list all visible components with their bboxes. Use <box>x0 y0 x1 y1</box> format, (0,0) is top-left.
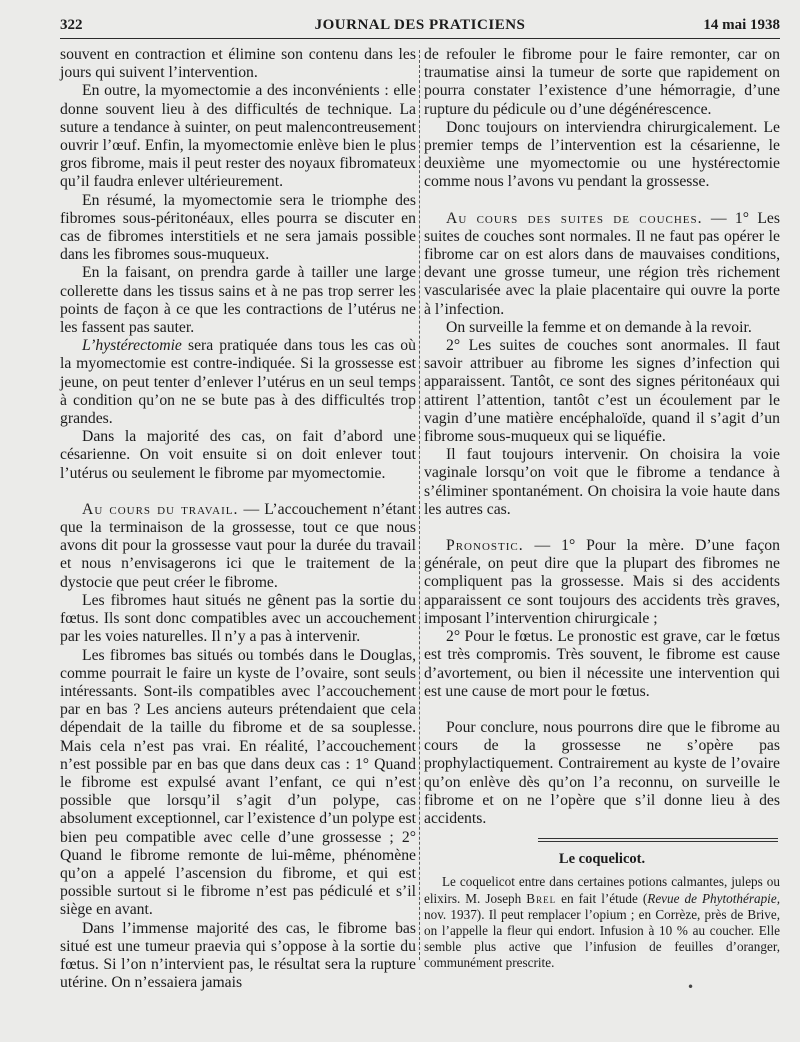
box-separator-rule <box>538 838 778 842</box>
source-title: Revue de Phytothérapie, <box>647 890 780 906</box>
paragraph: Les fibromes haut situés ne gênent pas la sortie du fœtus. Ils sont donc compatibles avec un accouchement par les voies naturelles. Il n’y a pas à intervenir. <box>60 591 416 646</box>
paragraph: L’hystérectomie sera pratiquée dans tous les cas où la myomectomie est contre-indiquée. Si la grossesse est jeune, on peut tenter d’enlever l’utérus en un seul temps à condition qu’on ne se bute pas à des difficultés trop grandes. <box>60 337 416 428</box>
paragraph: Dans la majorité des cas, on fait d’abord une césarienne. On voit ensuite si on doit enlever tout l’utérus ou seulement le fibrome par myomectomie. <box>60 428 416 482</box>
page-number: 322 <box>60 17 83 33</box>
running-header <box>60 14 780 39</box>
paragraph: Pronostic. — 1° Pour la mère. D’une façon générale, on peut dire que la plupart des fibromes ne compliquent pas la grossesse. Mais si des accidents apparaissent ce sont toujours des accidents très graves, imposant l’intervention chirurgicale ; <box>424 537 780 627</box>
paragraph: En résumé, la myomectomie sera le triomphe des fibromes sous-péritonéaux, elles pourra se discuter en cas de fibromes interstitiels et ne sera jamais possible dans les fibromes sous-muqueux. <box>60 191 416 264</box>
paragraph: souvent en contraction et élimine son contenu dans les jours qui suivent l’intervention. <box>60 46 416 82</box>
hysterectomie-term: L’hystérectomie <box>82 337 182 355</box>
section-heading-pronostic: Pronostic. <box>446 537 524 555</box>
box-title: Le coquelicot. <box>558 851 646 868</box>
paragraph: 2° Pour le fœtus. Le pronostic est grave, car le fœtus est très compromis. Très souvent, le fibrome est cause d’avortement, ou bien il nécessite une intervention qui est une cause de mort pour le fœtus. <box>424 628 780 700</box>
section-heading-travail: Au cours du travail. <box>82 500 239 518</box>
journal-title: JOURNAL DES PRATICIENS <box>314 17 526 33</box>
paragraph: Dans l’immense majorité des cas, le fibrome bas situé est une tumeur praevia qui s’oppose à la sortie du fœtus. Si l’on n’intervient pas, le résultat sera la rupture utérine. On n’essaiera jamais <box>60 919 416 992</box>
section-heading-suites: Au cours des suites de couches. <box>446 209 703 227</box>
paragraph: Les fibromes bas situés ou tombés dans le Douglas, comme pourrait le faire un kyste de l’ovaire, sont seuls intéressants. Sont-ils compatibles avec l’accouchement par en bas ? Les anciens auteurs prétendaient que cela dépendait de la taille du fibrome et de sa souplesse. Mais cela n’est pas vrai. En réalité, l’accouchement n’est possible par en bas que dans deux cas : 1° Quand le fibrome est expulsé avant l’enfant, ce qui n’est possible que lorsqu’il s’agit d’un polype, cas absolument exceptionnel, car l’existence d’un polype est bien peu compatible avec celle d’une grossesse ; 2° Quand le fibrome remonte de lui-même, phénomène qu’on a appelé l’ascension du fibrome, et qui est possible surtout si le fibrome n’est pas pédiculé et s’il siège en avant. <box>60 646 416 919</box>
paragraph: 2° Les suites de couches sont anormales. Il faut savoir attribuer au fibrome les signes d’infection qui apparaissent. Tantôt, ce sont des signes péritonéaux qui attirent l’attention, tantôt c’est un écoulement par le vagin d’une matière encéphaloïde, quand il s’agit d’un fibrome sous-muqueux qui se liquéfie. <box>424 337 780 446</box>
right-column <box>424 46 780 972</box>
paragraph: Il faut toujours intervenir. On choisira la voie vaginale lorsqu’on voit que le fibrome a tendance à s’éliminer spontanément. On choisira la voie haute dans les autres cas. <box>424 446 780 518</box>
note-paragraph: Le coquelicot entre dans certaines potions calmantes, juleps ou elixirs. M. Joseph Brel en fait l’étude (Revue de Phytothérapie, nov. 1937). Il peut remplacer l’opium ; en Corrèze, près de Brive, on l’appelle la fleur qui endort. Infusion à 10 % au coucher. Elle semble plus active que l’infusion de feuilles d’oranger, communément prescrite. <box>424 874 780 971</box>
paragraph: En la faisant, on prendra garde à tailler une large collerette dans les tissus sains et à ne pas trop serrer les points de façon à ce que les contractions de l’utérus ne les fassent pas sauter. <box>60 264 416 337</box>
paragraph: En outre, la myomectomie a des inconvénients : elle donne souvent lieu à des difficultés de technique. La suture a tendance à suinter, on peut malencontreusement ouvrir l’œuf. Enfin, la myomectomie enlève bien le plus gros fibrome, mais il peut rester des noyaux fibromateux qu’il faudra enlever ultérieurement. <box>60 82 416 191</box>
author-name: Brel <box>526 890 557 906</box>
bullet-mark: • <box>687 980 695 994</box>
left-column <box>60 46 416 992</box>
coquelicot-note <box>424 874 780 971</box>
paragraph: Au cours des suites de couches. — 1° Les suites de couches sont normales. Il ne faut pas opérer le fibrome car on est alors dans de mauvaises conditions, devant une grosse tumeur, une région très richement vascularisée avec la plaie placentaire qui ouvre la porte à l’infection. <box>424 209 780 318</box>
paragraph: Donc toujours on interviendra chirurgicalement. Le premier temps de l’intervention est la césarienne, le deuxième une myomectomie ou une hystérectomie comme nous l’avons vu pendant la grossesse. <box>424 118 780 191</box>
paragraph: Pour conclure, nous pourrons dire que le fibrome au cours de la grossesse ne s’opère pas prophylactiquement. Contrairement au kyste de l’ovaire qu’on enlève dès qu’on l’a reconnu, on surveille le fibrome et on ne l’opère que s’il donne lieu à des accidents. <box>424 718 780 827</box>
issue-date: 14 mai 1938 <box>703 17 780 33</box>
paragraph: On surveille la femme et on demande à la revoir. <box>446 318 752 336</box>
paragraph: de refouler le fibrome pour le faire remonter, car on traumatise ainsi la tumeur de sorte que rapidement on pourra constater l’existence d’une hémorragie, d’une rupture du pédicule ou d’une dégénérescence. <box>424 46 780 118</box>
paragraph: Au cours du travail. — L’accouchement n’étant que la terminaison de la grossesse, tout ce que nous avons dit pour la grossesse vaut pour la durée du travail et nous n’envisagerons ici que le traitement de la dystocie que peut créer le fibrome. <box>60 500 416 591</box>
column-divider <box>419 50 420 960</box>
